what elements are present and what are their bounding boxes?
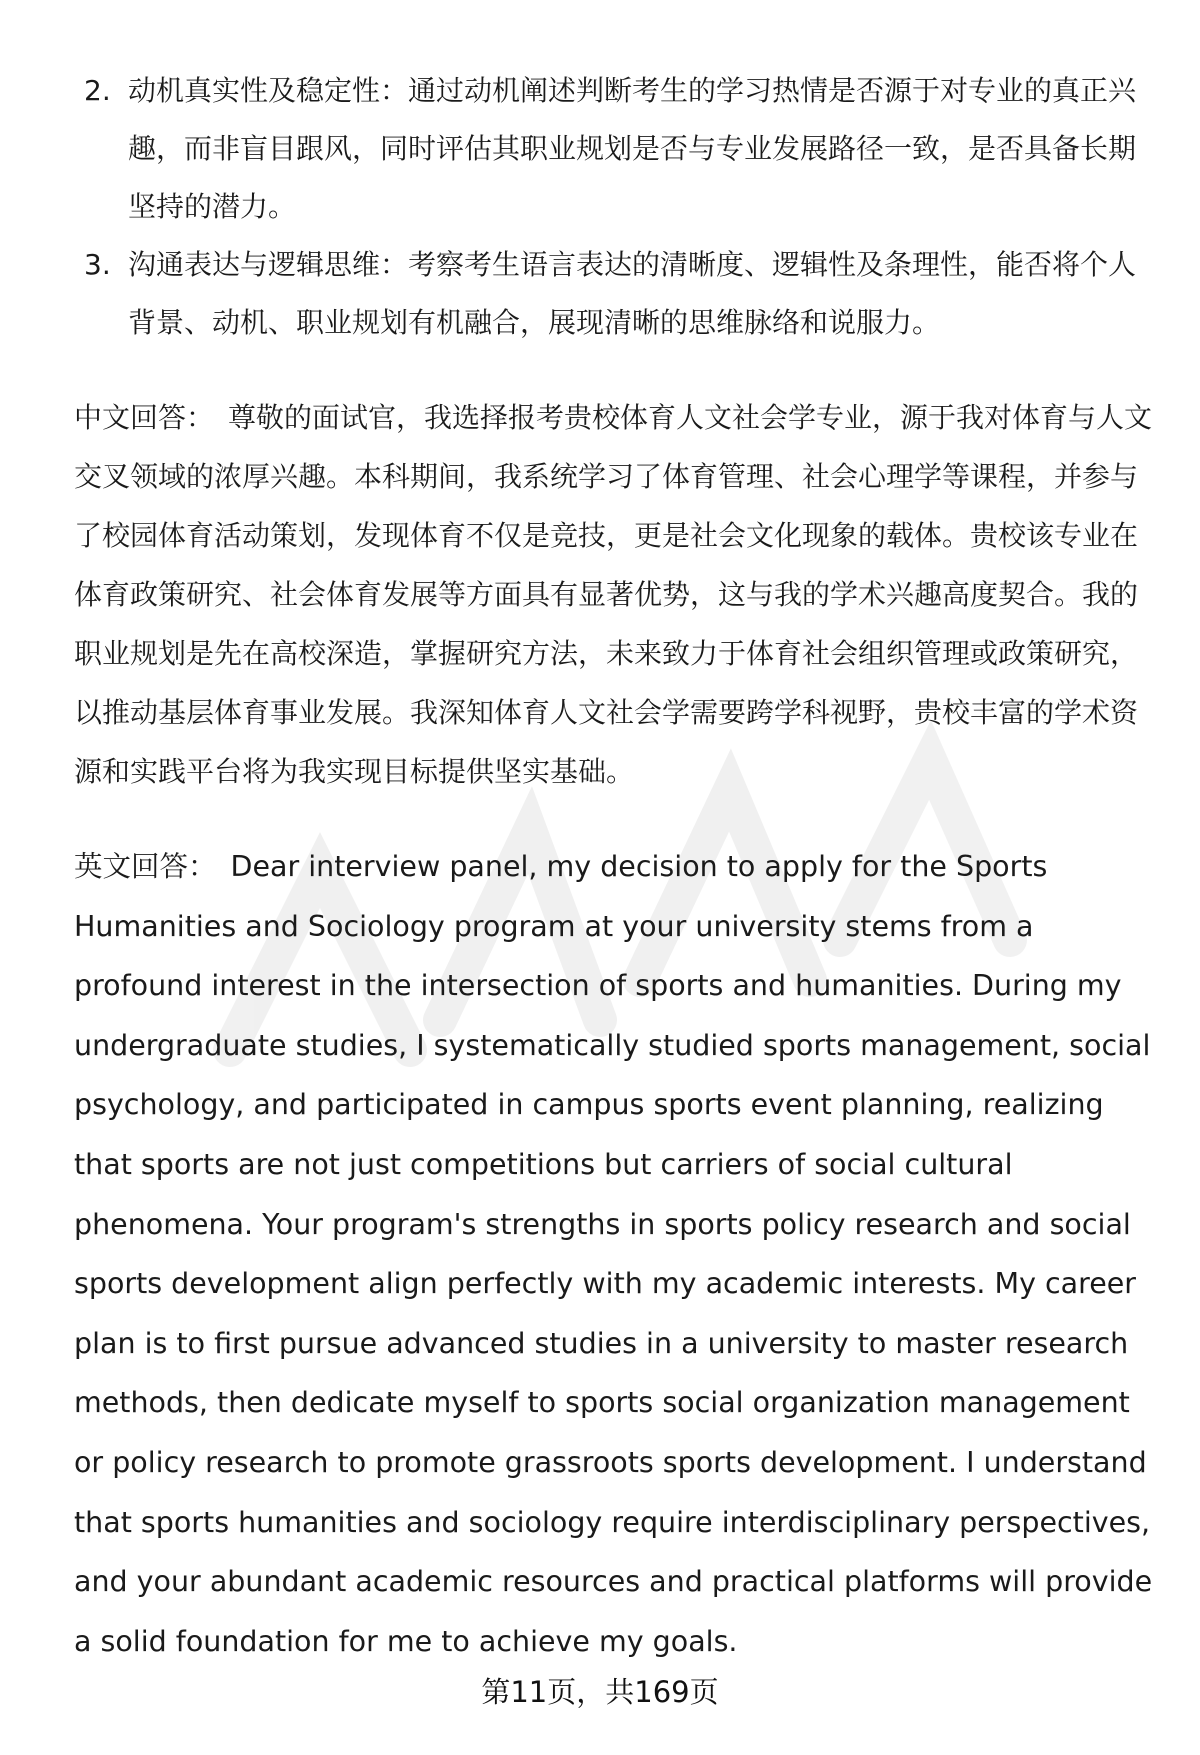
list-item-text: 沟通表达与逻辑思维：考察考生语言表达的清晰度、逻辑性及条理性，能否将个人背景、动机、职业规划有机融合，展现清晰的思维脉络和说服力。 (128, 248, 1137, 339)
list-item-text: 动机真实性及稳定性：通过动机阐述判断考生的学习热情是否源于对专业的真正兴趣，而非盲目跟风，同时评估其职业规划是否与专业发展路径一致，是否具备长期坚持的潜力。 (128, 74, 1137, 223)
english-answer-text: Dear interview panel, my decision to apply for the Sports Humanities and Sociology program at your university stems from a profound interest in the intersection of sports and humanities. During my undergraduate studies, I systematically studied sports management, social psychology, and participated in campus sports event planning, realizing that sports are not just competitions but carriers of social cultural phenomena. Your program's strengths in sports policy research and social sports development align perfectly with my academic interests. My career plan is to first pursue advanced studies in a university to master research methods, then dedicate myself to sports social organization management or policy research to promote grassroots sports development. I understand that sports humanities and sociology require interdisciplinary perspectives, and your abundant academic resources and practical platforms will provide a solid foundation for me to achieve my goals. (74, 850, 1153, 1658)
page-content (74, 62, 1154, 1671)
list-item (74, 236, 1154, 352)
chinese-answer-text: 尊敬的面试官，我选择报考贵校体育人文社会学专业，源于我对体育与人文交叉领域的浓厚兴趣。本科期间，我系统学习了体育管理、社会心理学等课程，并参与了校园体育活动策划，发现体育不仅是竞技，更是社会文化现象的载体。贵校该专业在体育政策研究、社会体育发展等方面具有显著优势，这与我的学术兴趣高度契合。我的职业规划是先在高校深造，掌握研究方法，未来致力于体育社会组织管理或政策研究，以推动基层体育事业发展。我深知体育人文社会学需要跨学科视野，贵校丰富的学术资源和实践平台将为我实现目标提供坚实基础。 (74, 401, 1153, 788)
list-item (74, 62, 1154, 236)
chinese-answer-label: 中文回答： (74, 401, 215, 434)
list-item-number: 2. (84, 74, 111, 107)
english-answer-paragraph (74, 837, 1154, 1671)
english-answer-label: 英文回答： (74, 850, 217, 883)
page-indicator: 第11页，共169页 (481, 1675, 719, 1709)
chinese-answer-paragraph (74, 388, 1154, 801)
criteria-list (74, 62, 1154, 352)
list-item-number: 3. (84, 248, 111, 281)
